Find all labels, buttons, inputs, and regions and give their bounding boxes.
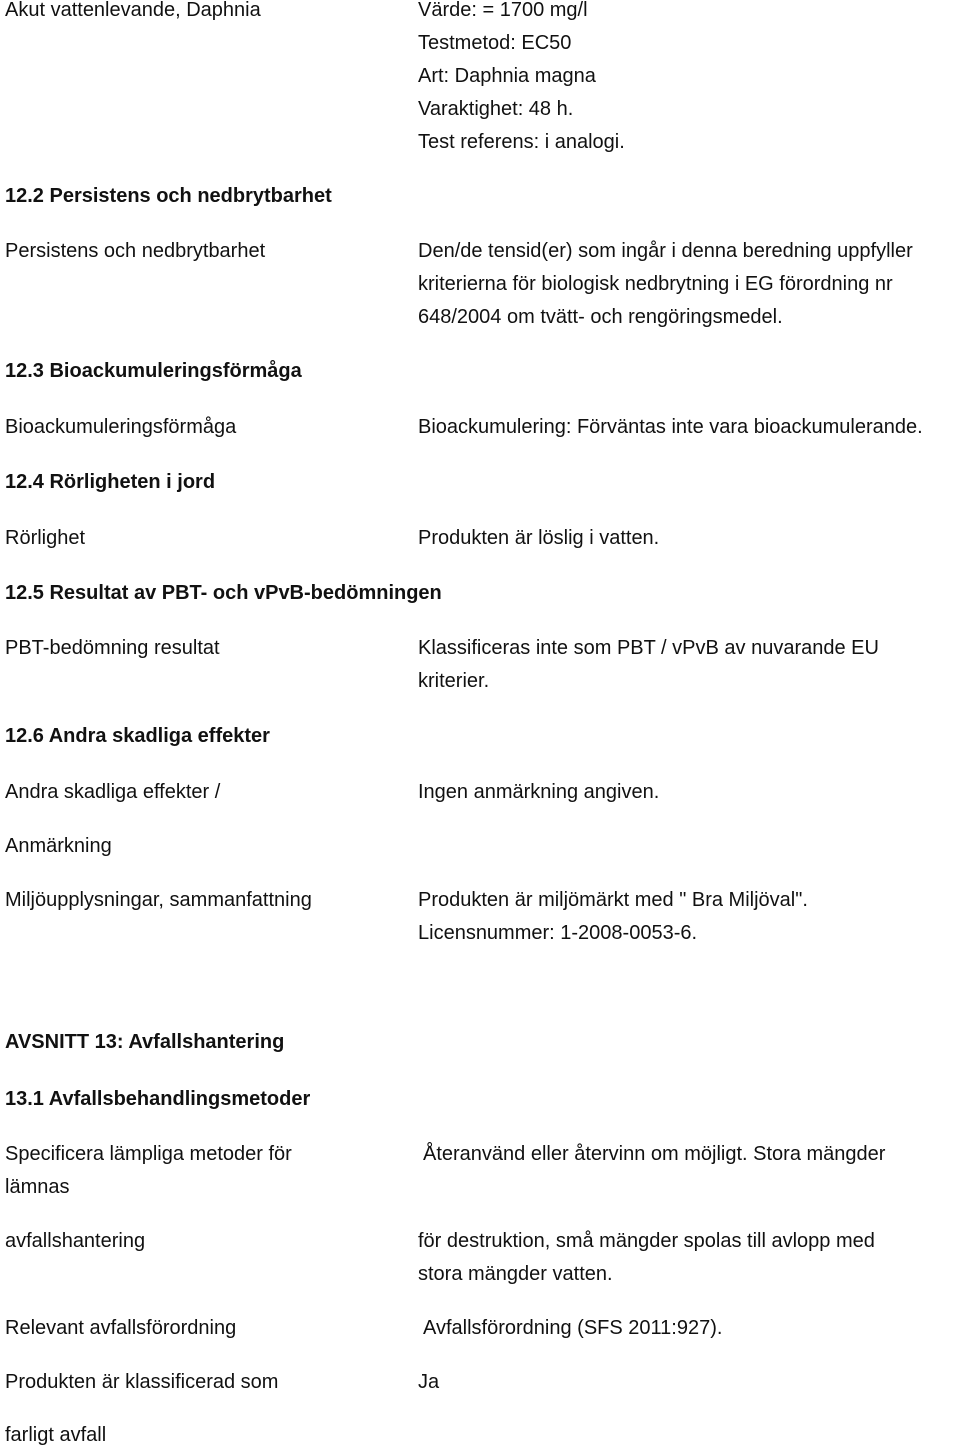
hazardous-value: Ja — [418, 1371, 440, 1393]
persistence-value-line: 648/2004 om tvätt- och rengöringsmedel. — [418, 306, 783, 328]
methods-label-line: avfallshantering — [5, 1230, 146, 1252]
methods-label-line: lämnas — [5, 1176, 70, 1198]
other-effects-value: Ingen anmärkning angiven. — [418, 781, 660, 803]
bioaccumulation-value: Bioackumulering: Förväntas inte vara bioackumulerande. — [418, 416, 923, 438]
methods-value-line: stora mängder vatten. — [418, 1263, 613, 1285]
daphnia-value-line: Värde: = 1700 mg/l — [418, 0, 588, 21]
pbt-value-line: Klassificeras inte som PBT / vPvB av nuvarande EU — [418, 637, 879, 659]
persistence-label: Persistens och nedbrytbarhet — [5, 240, 266, 262]
section-heading-12-4: 12.4 Rörligheten i jord — [5, 471, 216, 493]
persistence-value-line: Den/de tensid(er) som ingår i denna beredning uppfyller — [418, 240, 913, 262]
section-heading-13: AVSNITT 13: Avfallshantering — [5, 1031, 285, 1053]
section-heading-12-6: 12.6 Andra skadliga effekter — [5, 725, 270, 747]
env-summary-value-line: Produkten är miljömärkt med " Bra Miljöval". — [418, 889, 808, 911]
env-summary-label: Miljöupplysningar, sammanfattning — [5, 889, 312, 911]
pbt-value-line: kriterier. — [418, 670, 490, 692]
other-effects-label: Andra skadliga effekter / — [5, 781, 221, 803]
methods-value-line: Återanvänd eller återvinn om möjligt. Stora mängder — [423, 1143, 886, 1165]
hazardous-label-line: Produkten är klassificerad som — [5, 1371, 279, 1393]
regulation-value: Avfallsförordning (SFS 2011:927). — [423, 1317, 723, 1339]
pbt-label: PBT-bedömning resultat — [5, 637, 220, 659]
regulation-label: Relevant avfallsförordning — [5, 1317, 237, 1339]
daphnia-value-line: Testmetod: EC50 — [418, 32, 572, 54]
mobility-label: Rörlighet — [5, 527, 86, 549]
persistence-value-line: kriterierna för biologisk nedbrytning i EG förordning nr — [418, 273, 893, 295]
mobility-value: Produkten är löslig i vatten. — [418, 527, 660, 549]
other-effects-label-cont: Anmärkning — [5, 835, 112, 857]
daphnia-value-line: Art: Daphnia magna — [418, 65, 596, 87]
env-summary-value-line: Licensnummer: 1-2008-0053-6. — [418, 922, 698, 944]
section-heading-13-1: 13.1 Avfallsbehandlingsmetoder — [5, 1088, 311, 1110]
section-heading-12-2: 12.2 Persistens och nedbrytbarhet — [5, 185, 332, 207]
section-heading-12-5: 12.5 Resultat av PBT- och vPvB-bedömningen — [5, 582, 442, 604]
methods-label-line: Specificera lämpliga metoder för — [5, 1143, 292, 1165]
section-heading-12-3: 12.3 Bioackumuleringsförmåga — [5, 360, 302, 382]
methods-value-line: för destruktion, små mängder spolas till avlopp med — [418, 1230, 875, 1252]
daphnia-value-line: Varaktighet: 48 h. — [418, 98, 574, 120]
daphnia-value-line: Test referens: i analogi. — [418, 131, 625, 153]
daphnia-label: Akut vattenlevande, Daphnia — [5, 0, 261, 21]
hazardous-label-line: farligt avfall — [5, 1424, 107, 1446]
bioaccumulation-label: Bioackumuleringsförmåga — [5, 416, 237, 438]
